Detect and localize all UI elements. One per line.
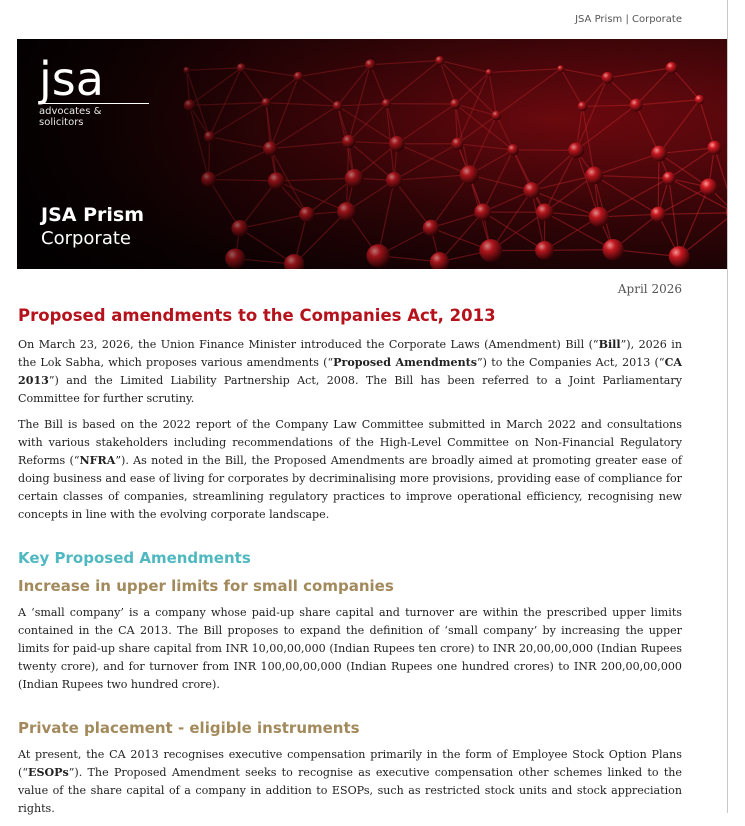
text-run: ”) to the Companies Act, 2013 (“ [477,356,665,369]
text-run: ”), 2026 in the Lok Sabha, which proposes various amendments (“ [18,338,682,369]
hero-banner [17,39,727,269]
logo-mark: jsa [39,51,149,107]
jsa-logo [39,51,149,128]
defined-term: Bill [599,338,621,351]
text-run: The Bill is based on the 2022 report of the Company Law Committee submitted in March 2022 and consultations with various stakeholders including recommendations of the High-Level Committee on Non-Financial Regulatory Reforms (“ [18,418,682,467]
defined-term: CA 2013 [18,356,682,387]
issue-date: April 2026 [618,282,682,296]
defined-term: Proposed Amendments [333,356,477,369]
text-run: ”) and the Limited Liability Partnership Act, 2008. The Bill has been referred to a Joint Parliamentary Committee for further scrutiny. [18,374,682,405]
intro-paragraph-1 [18,336,682,408]
text-run: ”). As noted in the Bill, the Proposed Amendments are broadly aimed at promoting greater ease of doing business and ease of living for corporates by decriminalising more provisions, providing ease of compliance for certain classes of companies, streamlining regulatory practices to improve operational efficiency, recognising new concepts in line with the evolving corporate landscape. [18,454,682,521]
defined-term: ESOPs [28,766,69,779]
defined-term: NFRA [80,454,116,467]
text-run: At present, the CA 2013 recognises executive compensation primarily in the form of Employee Stock Option Plans (“ [18,748,682,779]
section-paragraph-small-companies: A ‘small company’ is a company whose paid-up share capital and turnover are within the prescribed upper limits contained in the CA 2013. The Bill proposes to expand the definition of ‘small company’ by increasing the upper limits for paid-up share capital from INR 10,00,00,000 (Indian Rupees ten crore) to INR 20,00,00,000 (Indian Rupees twenty crore), and for turnover from INR 100,00,00,000 (Indian Rupees one hundred crores) to INR 200,00,00,000 (Indian Rupees two hundred crore). [18,604,682,694]
page-edge-divider [727,0,728,813]
banner-title-block [41,203,144,251]
section-paragraph-private-placement [18,746,682,818]
article-body [18,304,682,826]
section-heading-private-placement: Private placement - eligible instruments [18,716,682,740]
text-run: On March 23, 2026, the Union Finance Minister introduced the Corporate Laws (Amendment) Bill (“ [18,338,599,351]
article-title: Proposed amendments to the Companies Act, 2013 [18,304,682,328]
header-label: JSA Prism | Corporate [575,14,682,25]
text-run: ”). The Proposed Amendment seeks to recognise as executive compensation other schemes linked to the value of the share capital of a company in addition to ESOPs, such as restricted stock units and stock appreciation rights. [18,766,682,815]
section-heading-small-companies: Increase in upper limits for small companies [18,574,682,598]
logo-tagline: advocates & solicitors [39,103,149,128]
banner-subtitle: Corporate [41,227,144,251]
intro-paragraph-2 [18,416,682,524]
banner-title: JSA Prism [41,203,144,227]
key-amendments-heading: Key Proposed Amendments [18,546,682,570]
